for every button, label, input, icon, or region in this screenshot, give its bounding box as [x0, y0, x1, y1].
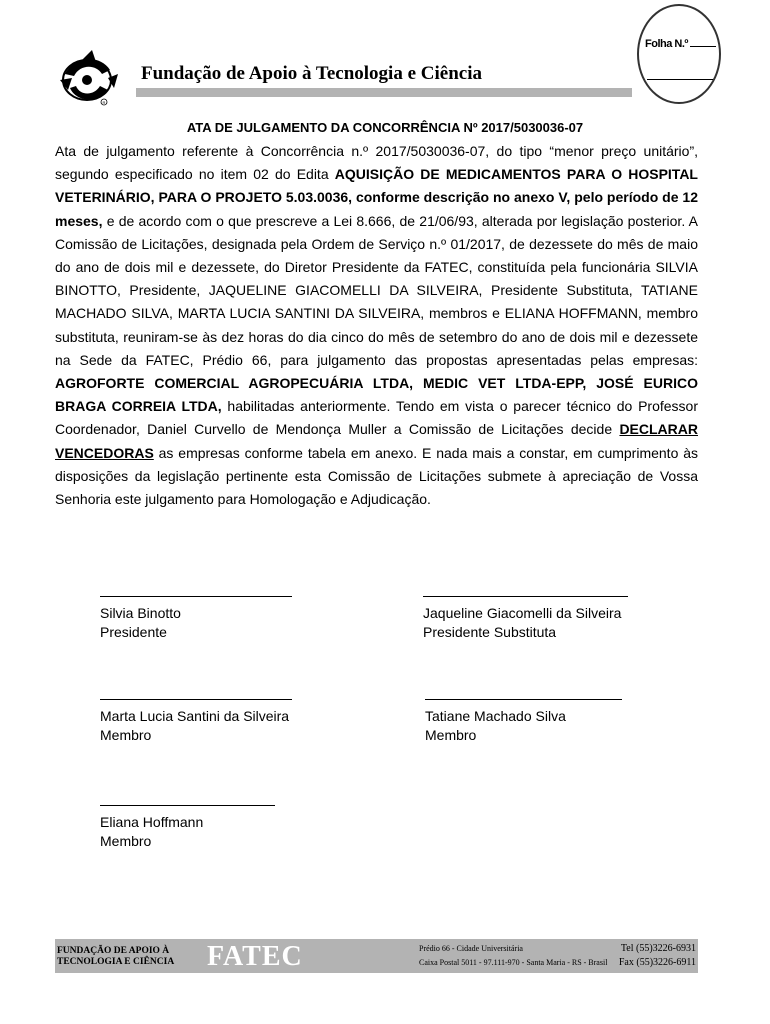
footer-org-line: FUNDAÇÃO DE APOIO À — [57, 946, 170, 956]
footer-contact — [619, 942, 696, 970]
signature-line — [425, 699, 622, 700]
page-number-stamp — [637, 4, 721, 104]
document-title: ATA DE JULGAMENTO DA CONCORRÊNCIA Nº 2017/5030036-07 — [186, 120, 584, 135]
footer-address-line: Prédio 66 - Cidade Universitária — [419, 944, 523, 953]
footer-brand: FATEC — [207, 941, 303, 972]
signatory-name: Eliana Hoffmann — [100, 814, 204, 830]
signature-block — [100, 699, 292, 745]
footer-org-name — [57, 946, 174, 968]
stamp-label-text: Folha N.º — [645, 38, 688, 50]
body-text-2-bold: AGROFORTE COMERCIAL AGROPECUÁRIA LTDA, MEDIC VET LTDA-EPP, JOSÉ EURICO BRAGA CORREIA LTDA, — [55, 375, 698, 415]
footer-fax: Fax (55)3226-6911 — [618, 957, 696, 968]
signatory-name: Jaqueline Giacomelli da Silveira — [423, 605, 622, 621]
signatory-role: Membro — [425, 727, 477, 743]
footer-address-line: Caixa Postal 5011 - 97.111-970 - Santa Maria - RS - Brasil — [419, 958, 608, 967]
signatory-name: Marta Lucia Santini da Silveira — [100, 708, 290, 724]
body-text-4: as empresas conforme tabela em anexo. E nada mais a constar, em cumprimento às disposições da legislação pertinente esta Comissão de Licitações submete à apreciação de Vossa Senhoria este julgamento para Homologação e Adjudicação. — [55, 444, 698, 508]
body-text-1: Ata de julgamento referente à Concorrência n.º 2017/5030036-07, do tipo “menor preço unitário”, segundo especificado no item 02 do Edita — [55, 143, 698, 183]
fatec-logo-graphic — [52, 44, 128, 110]
svg-text:R: R — [102, 100, 106, 105]
org-name-heading: Fundação de Apoio à Tecnologia e Ciência — [141, 63, 482, 84]
body-text-1-bold: AQUISIÇÃO DE MEDICAMENTOS PARA O HOSPITAL VETERINÁRIO, PARA O PROJETO 5.03.0036, conforme descrição no anexo V, pelo período de 12 meses, — [55, 166, 698, 229]
fatec-logo — [52, 44, 128, 110]
signature-line — [423, 596, 628, 597]
document-body — [55, 140, 698, 511]
signature-block — [100, 596, 292, 642]
signature-line — [100, 699, 292, 700]
signatory-role: Membro — [100, 727, 152, 743]
signature-block — [425, 699, 622, 745]
signature-block — [423, 596, 628, 642]
page-footer — [55, 939, 698, 973]
footer-org-line: TECNOLOGIA E CIÊNCIA — [57, 957, 175, 967]
signature-line — [100, 805, 275, 806]
signatory-role: Membro — [100, 833, 152, 849]
signatory-role: Presidente Substituta — [423, 624, 557, 640]
stamp-label — [645, 38, 716, 50]
body-text-2: e de acordo com o que prescreve a Lei 8.666, de 21/06/93, alterada por legislação posterior. A Comissão de Licitações, designada pela Ordem de Serviço n.º 01/2017, de dezessete do mês de maio do ano de dois mil e dezessete, do Diretor Presidente da FATEC, constituída pela funcionária SILVIA BINOTTO, Presidente, JAQUELINE GIACOMELLI DA SILVEIRA, Presidente Substituta, TATIANE MACHADO SILVA, MARTA LUCIA SANTINI DA SILVEIRA, membros e ELIANA HOFFMANN, membro substituta, reuniram-se às dez horas do dia cinco do mês de setembro do ano de dois mil e dezessete na Sede da FATEC, Prédio 66, para julgamento das propostas apresentadas pelas empresas: — [55, 212, 698, 368]
signatory-name: Silvia Binotto — [100, 605, 181, 621]
signature-block — [100, 805, 275, 851]
stamp-blank — [690, 46, 716, 47]
footer-phone: Tel (55)3226-6931 — [620, 943, 696, 954]
body-text-3-bold: DECLARAR VENCEDORAS — [55, 421, 698, 461]
footer-address — [419, 942, 607, 970]
signature-line — [100, 596, 292, 597]
signatory-name: Tatiane Machado Silva — [425, 708, 566, 724]
stamp-line — [647, 79, 713, 80]
header-divider-bar — [136, 88, 632, 97]
body-text-3: habilitadas anteriormente. Tendo em vista o parecer técnico do Professor Coordenador, Daniel Curvello de Mendonça Muller a Comissão de Licitações decide — [55, 398, 698, 438]
signatory-role: Presidente — [100, 624, 167, 640]
